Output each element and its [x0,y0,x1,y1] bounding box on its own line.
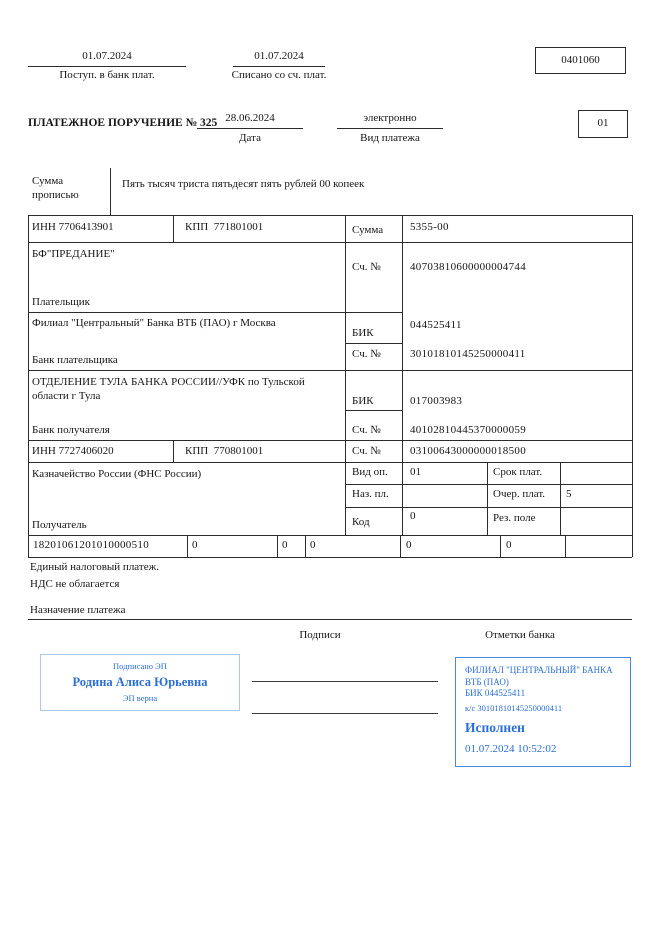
payer-inn: ИНН 7706413901 [32,221,114,233]
grid-line [305,535,306,557]
grid-line [28,462,632,463]
payer-account: 40703810600000004744 [410,261,526,273]
grid-line [28,215,29,557]
grid-line [28,242,632,243]
grid-line [500,535,501,557]
payee-bank-bik-label: БИК [352,395,374,407]
payee-bank-caption: Банк получателя [32,424,110,436]
document-title: ПЛАТЕЖНОЕ ПОРУЧЕНИЕ № 325 [28,117,218,129]
esign-signed-label: Подписано ЭП [113,661,167,672]
bank-stamp-name-1: ФИЛИАЛ "ЦЕНТРАЛЬНЫЙ" БАНКА [465,665,613,675]
operation-type-label: Вид оп. [352,466,388,478]
form-code-box: 0401060 [535,47,626,74]
bank-stamp-datetime: 01.07.2024 10:52:02 [465,743,557,755]
kbk-cell: 0 [282,539,288,551]
debited-from-account-label: Списано со сч. плат. [231,69,327,81]
payee-caption: Получатель [32,519,87,531]
grid-line [28,557,632,558]
esign-valid-label: ЭП верна [122,693,158,704]
amount-in-words-value: Пять тысяч триста пятьдесят пять рублей 00 копеек [122,178,365,190]
amount-words-divider [110,168,111,215]
kbk-cell: 18201061201010000510 [33,539,149,551]
payer-bank-account-label: Сч. № [352,348,381,360]
payer-caption: Плательщик [32,296,90,308]
payer-name: БФ"ПРЕДАНИЕ" [32,248,115,260]
priority-label: Очер. плат. [493,488,546,500]
payee-bank-name: ОТДЕЛЕНИЕ ТУЛА БАНКА РОССИИ//УФК по Тульской области г Тула [32,376,308,402]
grid-line [632,215,633,557]
received-in-bank-date: 01.07.2024 [28,50,186,67]
payee-inn: ИНН 7727406020 [32,445,114,457]
kbk-cell: 0 [310,539,316,551]
grid-line [565,535,566,557]
signatures-title: Подписи [299,629,341,641]
grid-line [402,215,403,535]
grid-line [277,535,278,557]
payee-bank-bik: 017003983 [410,395,463,407]
payment-purpose-code-label: Наз. пл. [352,488,389,500]
payee-account-label: Сч. № [352,445,381,457]
purpose-underline [28,619,632,620]
payer-account-label: Сч. № [352,261,381,273]
kbk-cell: 0 [506,539,512,551]
signature-line [252,713,438,714]
payment-term-label: Срок плат. [493,466,543,478]
document-date-label: Дата [239,132,261,144]
code-label: Код [352,516,370,528]
grid-line [28,440,632,441]
payer-bank-caption: Банк плательщика [32,354,118,366]
sum-value: 5355-00 [410,221,449,233]
payment-status-box: 01 [578,110,628,138]
payer-bank-bik-label: БИК [352,327,374,339]
grid-line [487,462,488,535]
sum-label: Сумма [352,224,384,236]
grid-line [173,440,174,462]
grid-line [345,484,632,485]
bank-stamp-bik: БИК 044525411 [465,688,526,698]
document-date: 28.06.2024 [197,112,303,129]
payment-kind-value: электронно [337,112,443,129]
payee-account: 03100643000000018500 [410,445,526,457]
bank-stamp-corr-account: к/с 30101810145250000411 [465,702,563,713]
payee-name: Казначейство России (ФНС России) [32,468,202,480]
payee-bank-account-label: Сч. № [352,424,381,436]
payer-bank-account: 30101810145250000411 [410,348,526,360]
payee-bank-account: 40102810445370000059 [410,424,526,436]
grid-line [187,535,188,557]
purpose-line-1: Единый налоговый платеж. [30,561,159,573]
bank-marks-title: Отметки банка [485,629,555,641]
purpose-caption: Назначение платежа [30,604,126,616]
kbk-cell: 0 [192,539,198,551]
bank-stamp-status: Исполнен [465,720,525,736]
code-value: 0 [410,510,416,522]
grid-line [345,410,402,411]
grid-line [28,535,632,536]
amount-in-words-label: Сумма прописью [32,175,79,201]
grid-line [345,215,346,535]
signature-line [252,681,438,682]
reserve-field-label: Рез. поле [493,512,536,524]
esign-stamp [40,654,240,711]
esign-signer-name: Родина Алиса Юрьевна [72,674,208,689]
payee-kpp: КПП 770801001 [185,445,264,457]
grid-line [345,343,402,344]
payer-bank-name: Филиал "Центральный" Банка ВТБ (ПАО) г Москва [32,317,276,329]
grid-line [28,370,632,371]
received-in-bank-label: Поступ. в банк плат. [59,69,155,81]
debited-from-account-date: 01.07.2024 [233,50,325,67]
payment-kind-label: Вид платежа [360,132,420,144]
grid-line [560,462,561,535]
payer-kpp: КПП 771801001 [185,221,264,233]
bank-stamp [455,657,631,767]
kbk-cell: 0 [406,539,412,551]
operation-type-value: 01 [410,466,421,478]
priority-value: 5 [566,488,572,500]
grid-line [173,215,174,242]
grid-line [28,215,632,216]
purpose-line-2: НДС не облагается [30,578,120,590]
bank-stamp-name-2: ВТБ (ПАО) [465,676,509,687]
grid-line [400,535,401,557]
grid-line [345,507,632,508]
payer-bank-bik: 044525411 [410,319,462,331]
